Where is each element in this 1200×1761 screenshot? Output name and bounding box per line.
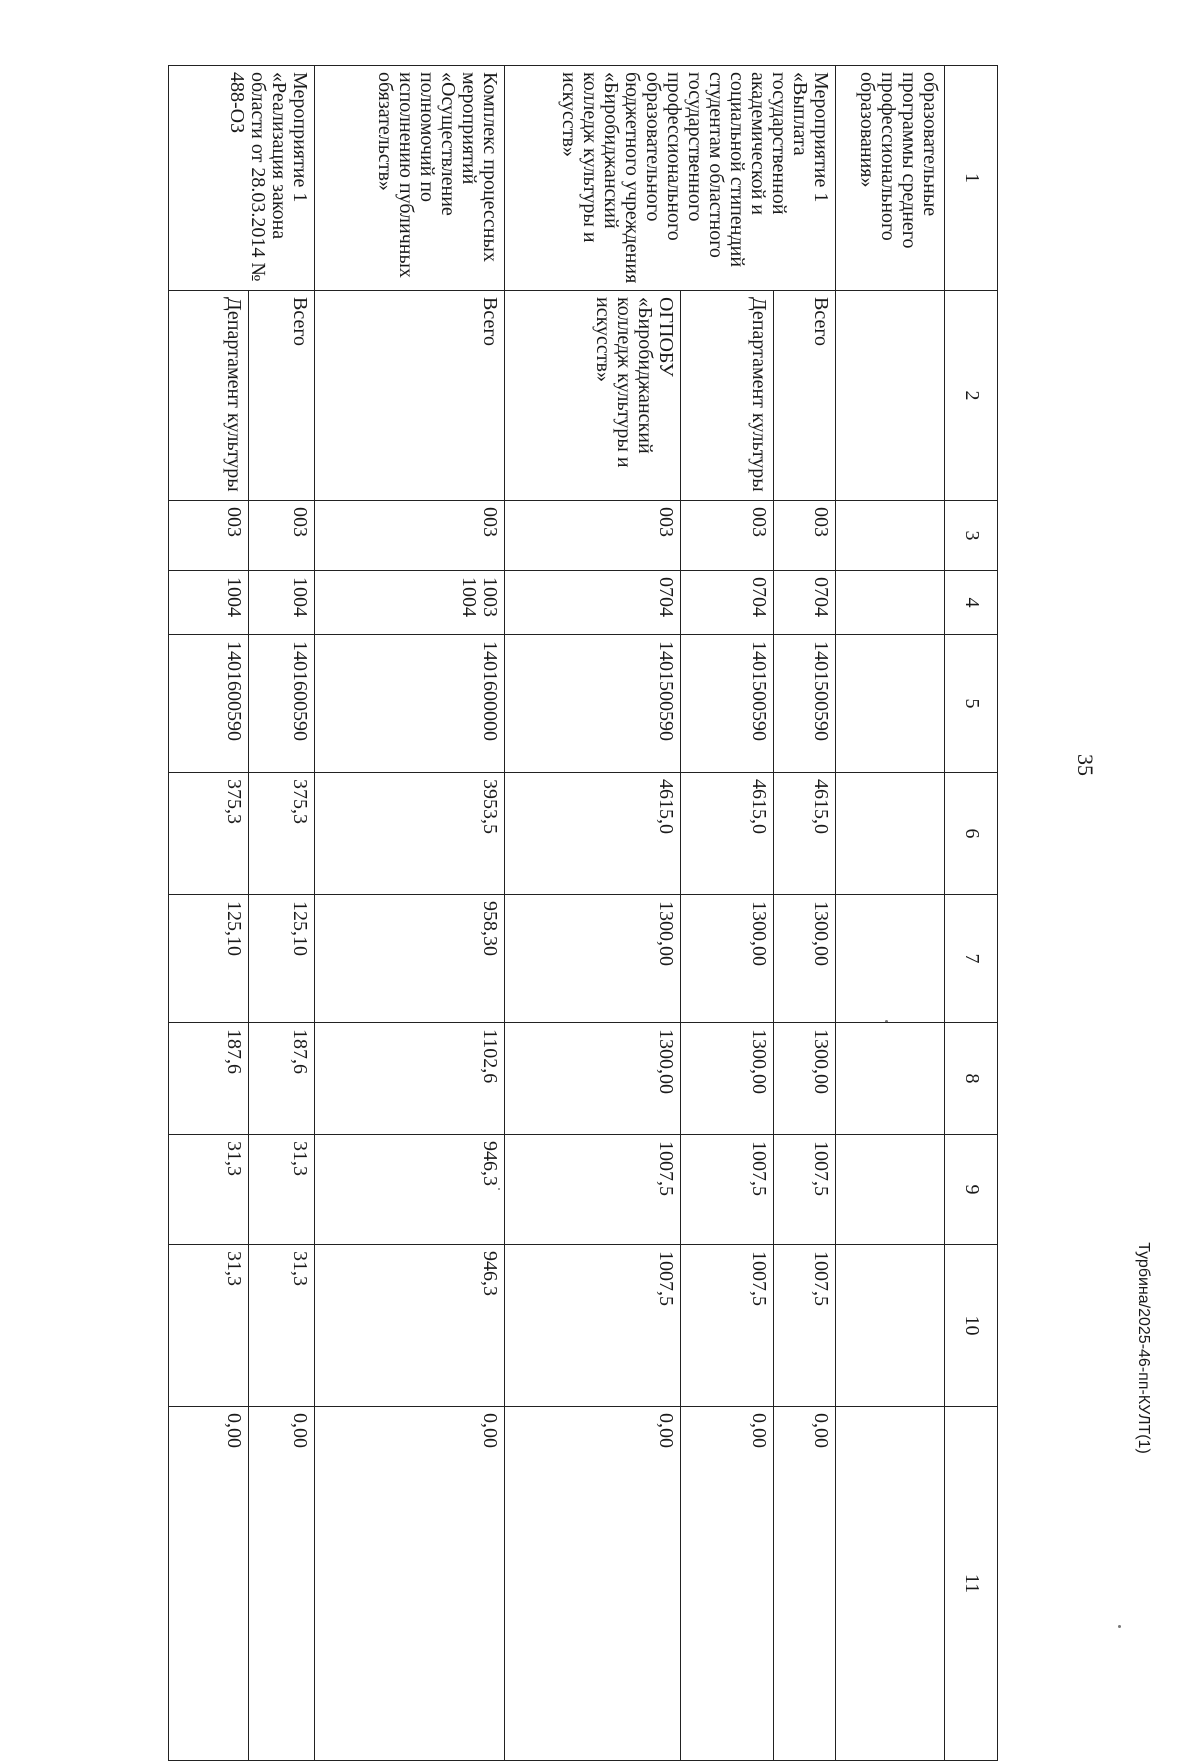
table-cell bbox=[835, 773, 944, 895]
table-cell: 1401600000 bbox=[314, 635, 504, 773]
table-cell: 1300,00 bbox=[681, 1023, 774, 1135]
table-cell: 4615,0 bbox=[774, 773, 836, 895]
table-cell: 31,3 bbox=[248, 1135, 314, 1245]
executor-cell: Всего bbox=[774, 291, 836, 501]
table-cell: 1401600590 bbox=[169, 635, 249, 773]
column-header: 5 bbox=[945, 635, 998, 773]
table-cell: 0,00 bbox=[681, 1407, 774, 1761]
table-row bbox=[681, 66, 774, 1761]
table-cell: 003 bbox=[169, 501, 249, 571]
table-cell: 1004 bbox=[248, 571, 314, 635]
table-cell: 003 bbox=[314, 501, 504, 571]
executor-cell: Департамент культуры bbox=[169, 291, 249, 501]
column-header: 10 bbox=[945, 1245, 998, 1407]
table-cell bbox=[835, 571, 944, 635]
activity-name: Комплекс процессных мероприятий «Осуществление полномочий по исполнению публичных обязательств» bbox=[314, 66, 504, 291]
table-cell: 0704 bbox=[681, 571, 774, 635]
table-cell: 0,00 bbox=[504, 1407, 680, 1761]
table-cell: 375,3 bbox=[169, 773, 249, 895]
executor-cell: Всего bbox=[248, 291, 314, 501]
table-cell: 31,3 bbox=[248, 1245, 314, 1407]
executor-cell: ОГПОБУ «Биробиджанский колледж культуры и искусств» bbox=[504, 291, 680, 501]
table-cell: 1004 bbox=[169, 571, 249, 635]
activity-name: Мероприятие 1 «Реализация закона области от 28.03.2014 № 488-ОЗ bbox=[169, 66, 315, 291]
table-cell: 1007,5 bbox=[681, 1245, 774, 1407]
table-cell: 1007,5 bbox=[504, 1245, 680, 1407]
table-cell: 4615,0 bbox=[681, 773, 774, 895]
budget-table bbox=[168, 65, 998, 1761]
table-cell: 4615,0 bbox=[504, 773, 680, 895]
column-header: 8 bbox=[945, 1023, 998, 1135]
footer-document-code: Турбина/2025-46-пп-КУЛТ(1) bbox=[1135, 1242, 1152, 1454]
table-cell: 0,00 bbox=[169, 1407, 249, 1761]
column-header: 2 bbox=[945, 291, 998, 501]
table-cell: 1401600590 bbox=[248, 635, 314, 773]
table-cell: 187,6 bbox=[169, 1023, 249, 1135]
table-cell: 003 bbox=[248, 501, 314, 571]
table-cell: 1300,00 bbox=[504, 895, 680, 1023]
table-cell: 31,3 bbox=[169, 1135, 249, 1245]
table-cell: 31,3 bbox=[169, 1245, 249, 1407]
table-row bbox=[169, 66, 249, 1761]
table-cell: 958,30 bbox=[314, 895, 504, 1023]
table-cell: 187,6 bbox=[248, 1023, 314, 1135]
table-cell: 1300,00 bbox=[504, 1023, 680, 1135]
table-cell bbox=[835, 635, 944, 773]
table-cell: 1007,5 bbox=[504, 1135, 680, 1245]
table-cell: 1007,5 bbox=[681, 1135, 774, 1245]
table-row bbox=[504, 66, 680, 1761]
table-cell: 946,3 bbox=[314, 1245, 504, 1407]
table-cell bbox=[835, 1135, 944, 1245]
column-header: 11 bbox=[945, 1407, 998, 1761]
scan-speck bbox=[1118, 1625, 1121, 1628]
table-cell: 1300,00 bbox=[774, 895, 836, 1023]
column-header: 3 bbox=[945, 501, 998, 571]
table-cell bbox=[835, 291, 944, 501]
table-cell: 003 bbox=[774, 501, 836, 571]
table-cell: 1300,00 bbox=[774, 1023, 836, 1135]
table-cell: 1007,5 bbox=[774, 1245, 836, 1407]
section-title-row bbox=[835, 66, 944, 1761]
code-line: 1004 bbox=[457, 577, 480, 617]
table-cell bbox=[835, 501, 944, 571]
table-cell: 0,00 bbox=[774, 1407, 836, 1761]
table-cell: 125,10 bbox=[169, 895, 249, 1023]
table-cell: 3953,5 bbox=[314, 773, 504, 895]
table-cell: 0704 bbox=[774, 571, 836, 635]
executor-cell: Департамент культуры bbox=[681, 291, 774, 501]
column-header: 7 bbox=[945, 895, 998, 1023]
column-header: 1 bbox=[945, 66, 998, 291]
table-cell: 375,3 bbox=[248, 773, 314, 895]
header-row bbox=[945, 66, 998, 1761]
table-cell: 1401500590 bbox=[681, 635, 774, 773]
table-cell: 0,00 bbox=[248, 1407, 314, 1761]
executor-cell: Всего bbox=[314, 291, 504, 501]
table-row bbox=[774, 66, 836, 1761]
table-cell: 003 bbox=[681, 501, 774, 571]
column-header: 4 bbox=[945, 571, 998, 635]
rotated-table-container bbox=[168, 65, 998, 1760]
table-cell bbox=[835, 1023, 944, 1135]
table-cell: 946,3 bbox=[314, 1135, 504, 1245]
table-cell: 1401500590 bbox=[504, 635, 680, 773]
table-cell: 125,10 bbox=[248, 895, 314, 1023]
table-cell: 1401500590 bbox=[774, 635, 836, 773]
table-cell bbox=[314, 571, 504, 635]
table-cell: 1102,6 bbox=[314, 1023, 504, 1135]
table-cell: 003 bbox=[504, 501, 680, 571]
column-header: 9 bbox=[945, 1135, 998, 1245]
table-cell: 0,00 bbox=[314, 1407, 504, 1761]
code-line: 1003 bbox=[478, 577, 501, 617]
table-cell: 1007,5 bbox=[774, 1135, 836, 1245]
table-cell: 0704 bbox=[504, 571, 680, 635]
table-cell: 1300,00 bbox=[681, 895, 774, 1023]
table-cell bbox=[835, 1407, 944, 1761]
column-header: 6 bbox=[945, 773, 998, 895]
activity-name: Мероприятие 1 «Выплата государственной академической и социальной стипендий студентам областного государственного профессионального образовательного бюджетного учреждения «Биробиджанский колледж культуры и искусств» bbox=[504, 66, 835, 291]
table-row bbox=[314, 66, 504, 1761]
table-row bbox=[248, 66, 314, 1761]
table-cell bbox=[835, 895, 944, 1023]
table-cell bbox=[835, 1245, 944, 1407]
section-title: образовательные программы среднего профессионального образования» bbox=[835, 66, 944, 291]
page-number: 35 bbox=[1073, 754, 1098, 776]
